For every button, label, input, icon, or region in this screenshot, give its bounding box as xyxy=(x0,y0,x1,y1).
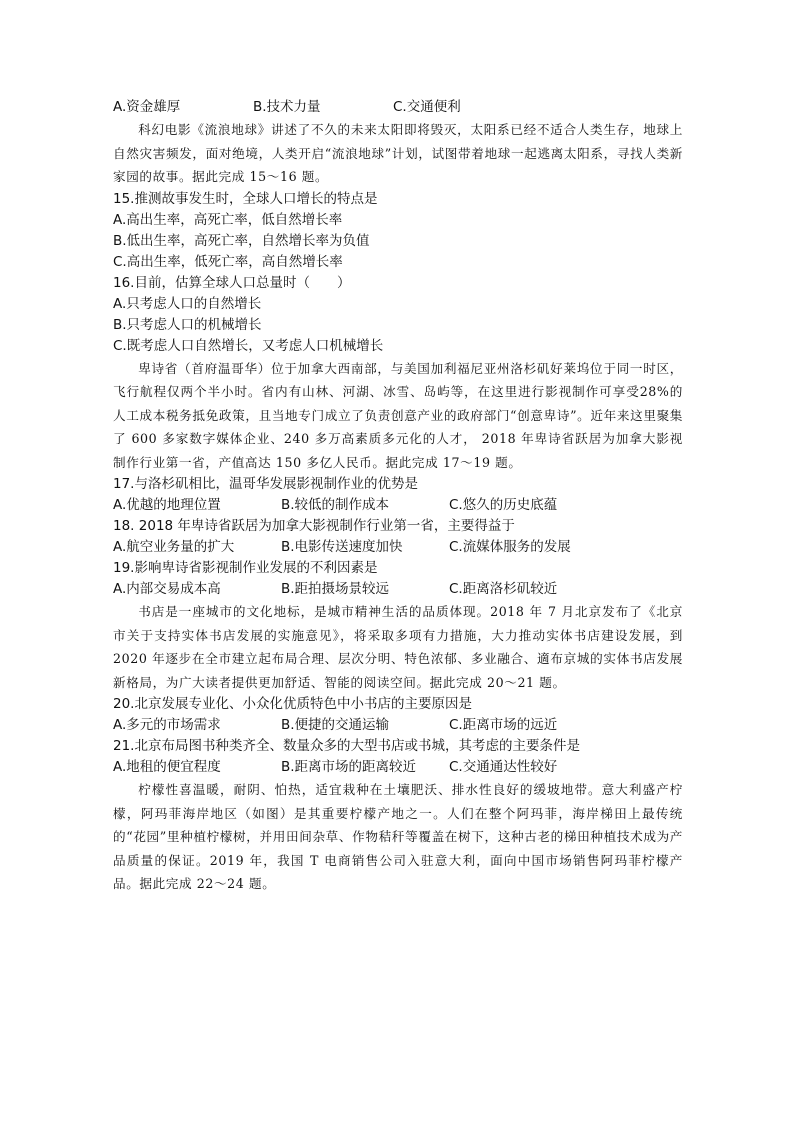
question-18-options xyxy=(113,537,683,558)
option-c: C.距离市场的远近 xyxy=(449,717,558,733)
option-a: A.优越的地理位置 xyxy=(113,497,221,513)
option-c: C.交通便利 xyxy=(393,99,461,115)
passage-wandering-earth: 科幻电影《流浪地球》讲述了不久的未来太阳即将毁灭，太阳系已经不适合人类生存，地球上自然灾害频发，面对绝境，人类开启“流浪地球”计划，试图带着地球一起逃离太阳系，寻找人类新家园的故事。据此完成 15～16 题。 xyxy=(113,122,683,184)
option-c: C.悠久的历史底蕴 xyxy=(449,497,558,513)
option-a: A.多元的市场需求 xyxy=(113,717,221,733)
option-b: B.距拍摄场景较远 xyxy=(281,581,390,597)
question-15-option-b: B.低出生率，高死亡率，自然增长率为负值 xyxy=(113,232,370,249)
question-18: 18. 2018 年卑诗省跃居为加拿大影视制作行业第一省，主要得益于 xyxy=(113,518,515,534)
option-b: B.技术力量 xyxy=(253,99,321,115)
question-17: 17.与洛杉矶相比，温哥华发展影视制作业的优势是 xyxy=(113,476,418,492)
question-17-options xyxy=(113,495,683,516)
option-a: A.地租的便宜程度 xyxy=(113,759,221,775)
options-row xyxy=(113,97,683,118)
question-15: 15.推测故事发生时，全球人口增长的特点是 xyxy=(113,190,378,207)
question-21-options xyxy=(113,757,683,778)
question-15-option-c: C.高出生率，低死亡率，高自然增长率 xyxy=(113,253,343,270)
question-20-options xyxy=(113,715,683,736)
option-c: C.距离洛杉矶较近 xyxy=(449,581,558,597)
option-b: B.较低的制作成本 xyxy=(281,497,390,513)
option-b: B.便捷的交通运输 xyxy=(281,717,390,733)
question-19-options xyxy=(113,579,683,600)
option-a: A.资金雄厚 xyxy=(113,99,181,115)
question-16-option-c: C.既考虑人口自然增长，又考虑人口机械增长 xyxy=(113,337,384,354)
question-16: 16.目前，估算全球人口总量时（ ） xyxy=(113,274,351,291)
question-21: 21.北京布局图书种类齐全、数量众多的大型书店或书城，其考虑的主要条件是 xyxy=(113,738,580,754)
question-16-option-b: B.只考虑人口的机械增长 xyxy=(113,316,262,333)
passage-beijing-bookstores: 书店是一座城市的文化地标，是城市精神生活的品质体现。2018 年 7 月北京发布了《北京市关于支持实体书店发展的实施意见》，将采取多项有力措施，大力推动实体书店建设发展，到 2020 年逐步在全市建立起布局合理、层次分明、特色浓郁、多业融合、適布京城的实体书店发展新格局，为广大读者提供更加舒适、智能的阅读空间。据此完成 20～21 题。 xyxy=(113,604,683,690)
question-20: 20.北京发展专业化、小众化优质特色中小书店的主要原因是 xyxy=(113,696,472,712)
option-b: B.电影传送速度加快 xyxy=(281,539,403,555)
document-content xyxy=(113,97,683,896)
passage-amalfi-lemons: 柠檬性喜温暖，耐阴、怕热，适宜栽种在土壤肥沃、排水性良好的缓坡地带。意大利盛产柠檬，阿玛菲海岸地区（如图）是其重要柠檬产地之一。人们在整个阿玛菲，海岸梯田上最传统的“花园”里种植柠檬树，并用田间杂草、作物秸秆等覆盖在树下，这种古老的梯田种植技术成为产品质量的保证。2019 年，我国 T 电商销售公司入驻意大利，面向中国市场销售阿玛菲柠檬产品。据此完成 22～24 题。 xyxy=(113,782,683,891)
option-b: B.距离市场的距离较近 xyxy=(281,759,417,775)
option-c: C.交通通达性较好 xyxy=(449,759,558,775)
option-a: A.航空业务量的扩大 xyxy=(113,539,235,555)
question-16-option-a: A.只考虑人口的自然增长 xyxy=(113,295,262,312)
option-c: C.流媒体服务的发展 xyxy=(449,539,571,555)
option-a: A.内部交易成本高 xyxy=(113,581,221,597)
question-19: 19.影响卑诗省影视制作业发展的不利因素是 xyxy=(113,560,378,576)
question-15-option-a: A.高出生率，高死亡率，低自然增长率 xyxy=(113,211,343,228)
passage-british-columbia: 卑诗省（首府温哥华）位于加拿大西南部，与美国加利福尼亚州洛杉矶好莱坞位于同一时区，飞行航程仅两个半小时。省内有山林、河湖、冰雪、岛屿等，在这里进行影视制作可享受28%的人工成本税务抵免政策，且当地专门成立了负责创意产业的政府部门“创意卑诗”。近年来这里聚集了 600 多家数字媒体企业、240 多万高素质多元化的人才， 2018 年卑诗省跃居为加拿大影视制作行业第一省，产值高达 150 多亿人民币。据此完成 17～19 题。 xyxy=(113,360,683,470)
